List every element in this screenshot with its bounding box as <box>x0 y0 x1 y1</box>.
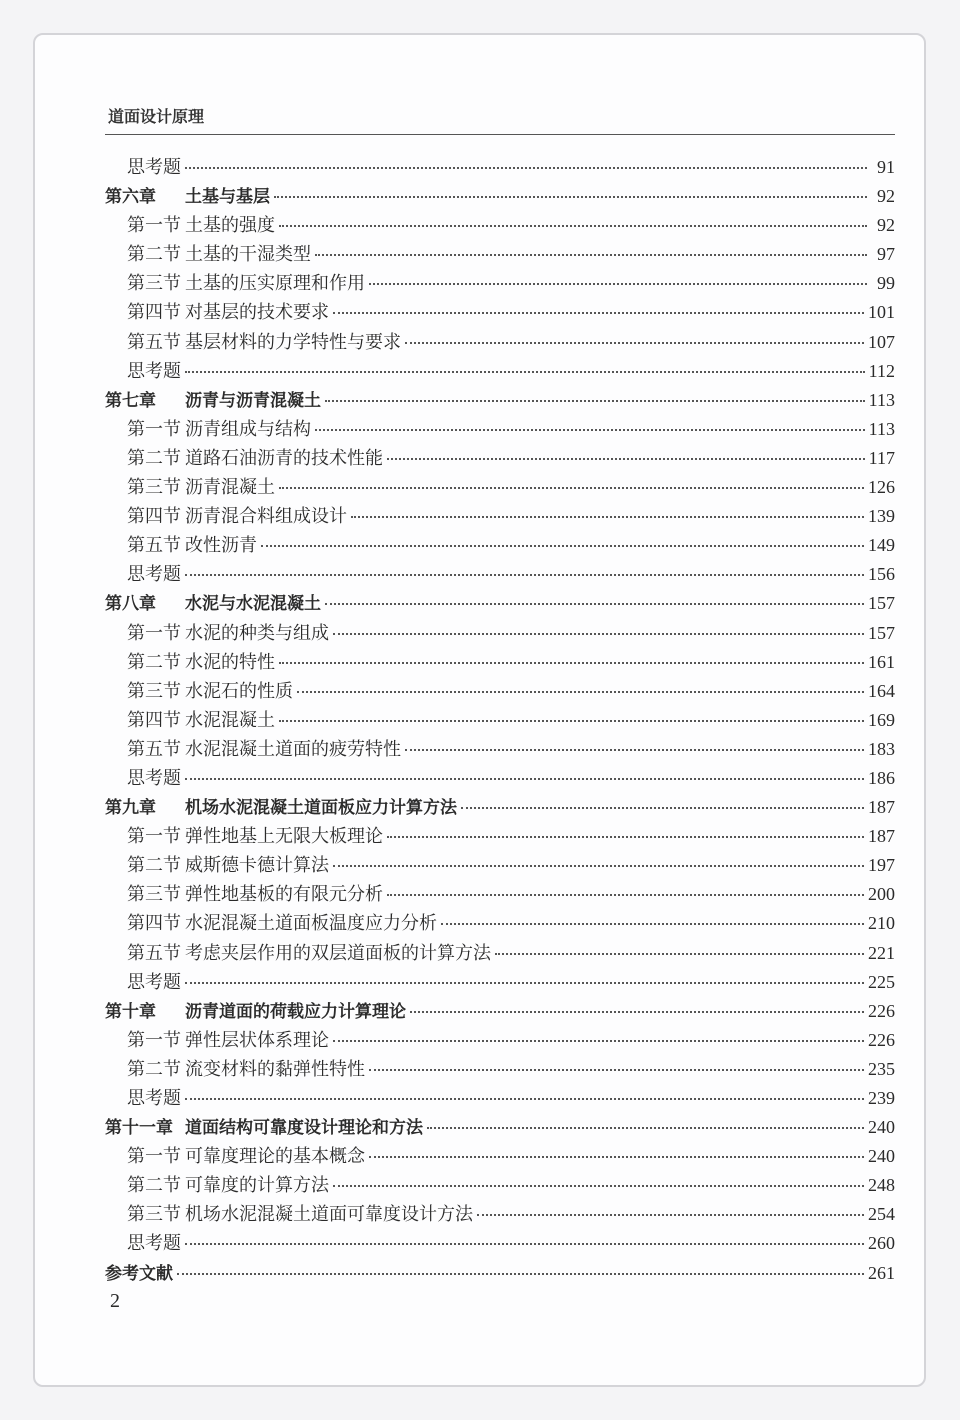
toc-entry-title: 威斯德卡德计算法 <box>185 855 329 877</box>
toc-entry-title: 道路石油沥青的技术性能 <box>185 447 383 469</box>
toc-entry-title: 沥青与沥青混凝土 <box>185 390 321 411</box>
toc-entry-title: 流变材料的黏弹性特性 <box>185 1058 365 1080</box>
toc-entry-title: 机场水泥混凝土道面板应力计算方法 <box>185 798 457 819</box>
toc-entry-q <box>105 764 895 793</box>
dot-leader <box>369 1069 864 1071</box>
dot-leader <box>410 1011 864 1013</box>
toc-entry-section <box>105 444 895 473</box>
toc-entry-page: 197 <box>868 855 895 876</box>
toc-entry-title: 土基与基层 <box>185 187 270 208</box>
toc-entry-page: 226 <box>868 1029 895 1050</box>
dot-leader <box>333 1185 864 1187</box>
toc-entry-section <box>105 531 895 560</box>
toc-entry-page: 240 <box>868 1146 895 1167</box>
dot-leader <box>369 283 867 285</box>
toc-entry-section <box>105 328 895 357</box>
toc-entry-section <box>105 648 895 677</box>
toc-entry-page: 157 <box>868 622 895 643</box>
dot-leader <box>405 342 864 344</box>
toc-entry-section <box>105 211 895 240</box>
toc-entry-page: 126 <box>868 477 895 498</box>
toc-entry-number: 第四节 <box>127 913 181 935</box>
toc-entry-page: 210 <box>868 913 895 934</box>
toc-entry-title: 水泥混凝土 <box>185 709 275 731</box>
toc-entry-number: 第三节 <box>127 1204 181 1226</box>
dot-leader <box>333 633 864 635</box>
dot-leader <box>477 1214 864 1216</box>
toc-entry-page: 156 <box>868 564 895 585</box>
dot-leader <box>333 865 864 867</box>
toc-entry-number: 第五节 <box>127 535 181 557</box>
toc-entry-number: 第四节 <box>127 709 181 731</box>
page-number: 2 <box>110 1290 120 1312</box>
toc-entry-page: 200 <box>868 884 895 905</box>
toc-entry-page: 248 <box>868 1175 895 1196</box>
dot-leader <box>387 894 864 896</box>
toc-entry-section <box>105 1200 895 1229</box>
toc-entry-number: 第一节 <box>127 215 181 237</box>
dot-leader <box>333 1040 864 1042</box>
toc-entry-page: 99 <box>877 273 895 294</box>
toc-entry-number: 第二节 <box>127 1058 181 1080</box>
dot-leader <box>387 458 865 460</box>
dot-leader <box>185 1243 864 1245</box>
dot-leader <box>185 982 864 984</box>
toc-entry-title: 思考题 <box>127 767 181 789</box>
toc-entry-chapter <box>105 793 895 822</box>
dot-leader <box>279 225 867 227</box>
toc-entry-number: 第八章 <box>105 594 156 615</box>
toc-entry-page: 225 <box>868 971 895 992</box>
header-rule <box>105 134 895 135</box>
toc-entry-q <box>105 560 895 589</box>
toc-entry-number: 第一节 <box>127 1146 181 1168</box>
toc-entry-chapter <box>105 997 895 1026</box>
toc-entry-number: 第一节 <box>127 826 181 848</box>
toc-entry-q <box>105 968 895 997</box>
toc-entry-title: 道面结构可靠度设计理论和方法 <box>185 1118 423 1139</box>
toc-entry-title: 对基层的技术要求 <box>185 302 329 324</box>
toc-entry-number: 第三节 <box>127 477 181 499</box>
toc-entry-page: 97 <box>877 244 895 265</box>
dot-leader <box>351 516 864 518</box>
toc-entry-number: 第一节 <box>127 418 181 440</box>
toc-entry-page: 113 <box>868 418 895 439</box>
toc-entry-q <box>105 357 895 386</box>
toc-entry-page: 161 <box>868 651 895 672</box>
toc-entry-title: 水泥石的性质 <box>185 680 293 702</box>
toc-entry-title: 改性沥青 <box>185 535 257 557</box>
dot-leader <box>369 1156 864 1158</box>
toc-entry-title: 水泥与水泥混凝土 <box>185 594 321 615</box>
toc-entry-number: 第六章 <box>105 187 156 208</box>
toc-entry-title: 可靠度理论的基本概念 <box>185 1146 365 1168</box>
toc-entry-number: 第二节 <box>127 244 181 266</box>
toc-entry-page: 157 <box>868 593 895 614</box>
toc-entry-page: 112 <box>868 360 895 381</box>
toc-entry-page: 186 <box>868 767 895 788</box>
toc-entry-page: 261 <box>868 1262 895 1283</box>
dot-leader <box>185 574 864 576</box>
toc-entry-section <box>105 298 895 327</box>
toc-entry-number: 第五节 <box>127 738 181 760</box>
toc-entry-title: 思考题 <box>127 157 181 178</box>
toc-entry-page: 92 <box>877 215 895 236</box>
toc-entry-title: 弹性地基板的有限元分析 <box>185 884 383 906</box>
toc-entry-number: 第一节 <box>127 1029 181 1051</box>
toc-entry-title: 土基的强度 <box>185 215 275 237</box>
toc-entry-title: 土基的压实原理和作用 <box>185 273 365 295</box>
dot-leader <box>185 167 867 169</box>
toc-entry-page: 149 <box>868 535 895 556</box>
toc-entry-title: 水泥混凝土道面板温度应力分析 <box>185 913 437 935</box>
toc-entry-page: 235 <box>868 1058 895 1079</box>
table-of-contents <box>105 153 895 1288</box>
dot-leader <box>297 691 864 693</box>
toc-entry-section <box>105 677 895 706</box>
dot-leader <box>333 312 864 314</box>
toc-entry-page: 164 <box>868 680 895 701</box>
toc-entry-number: 第二节 <box>127 1175 181 1197</box>
running-head: 道面设计原理 <box>108 107 205 126</box>
toc-entry-number: 第五节 <box>127 331 181 353</box>
toc-entry-title: 土基的干湿类型 <box>185 244 311 266</box>
toc-entry-number: 第三节 <box>127 884 181 906</box>
toc-entry-page: 240 <box>868 1117 895 1138</box>
toc-entry-number: 第二节 <box>127 651 181 673</box>
dot-leader <box>279 487 864 489</box>
dot-leader <box>261 545 864 547</box>
toc-entry-title: 水泥的种类与组成 <box>185 622 329 644</box>
toc-entry-page: 221 <box>868 942 895 963</box>
toc-entry-section <box>105 706 895 735</box>
toc-entry-number: 第四节 <box>127 506 181 528</box>
dot-leader <box>177 1273 864 1275</box>
toc-entry-section <box>105 415 895 444</box>
toc-entry-section <box>105 735 895 764</box>
toc-entry-title: 考虑夹层作用的双层道面板的计算方法 <box>185 942 491 964</box>
toc-entry-section <box>105 822 895 851</box>
toc-entry-section <box>105 619 895 648</box>
toc-entry-page: 107 <box>868 331 895 352</box>
dot-leader <box>441 923 864 925</box>
toc-entry-title: 思考题 <box>127 971 181 993</box>
toc-entry-page: 113 <box>868 389 895 410</box>
toc-entry-section <box>105 851 895 880</box>
toc-entry-number: 第五节 <box>127 942 181 964</box>
dot-leader <box>495 953 864 955</box>
toc-entry-section <box>105 909 895 938</box>
dot-leader <box>427 1127 864 1129</box>
toc-entry-page: 226 <box>868 1000 895 1021</box>
toc-entry-title: 机场水泥混凝土道面可靠度设计方法 <box>185 1204 473 1226</box>
dot-leader <box>185 371 865 373</box>
dot-leader <box>185 1098 864 1100</box>
toc-entry-number: 第三节 <box>127 680 181 702</box>
toc-entry-title: 思考题 <box>127 564 181 586</box>
toc-entry-title: 弹性层状体系理论 <box>185 1029 329 1051</box>
toc-entry-number: 第一节 <box>127 622 181 644</box>
toc-entry-section <box>105 269 895 298</box>
toc-entry-title: 思考题 <box>127 1088 181 1109</box>
toc-entry-number: 第七章 <box>105 390 156 411</box>
toc-entry-number: 第十一章 <box>105 1118 173 1139</box>
toc-entry-page: 139 <box>868 506 895 527</box>
toc-entry-page: 91 <box>877 157 895 177</box>
dot-leader <box>274 196 867 198</box>
toc-entry-title: 水泥的特性 <box>185 651 275 673</box>
dot-leader <box>279 720 864 722</box>
toc-entry-page: 101 <box>868 302 895 323</box>
toc-entry-section <box>105 1171 895 1200</box>
toc-entry-title: 可靠度的计算方法 <box>185 1175 329 1197</box>
dot-leader <box>387 836 864 838</box>
toc-entry-number: 第十章 <box>105 1001 156 1022</box>
toc-entry-number: 第二节 <box>127 447 181 469</box>
toc-entry-title: 沥青组成与结构 <box>185 418 311 440</box>
dot-leader <box>405 749 864 751</box>
toc-entry-title: 弹性地基上无限大板理论 <box>185 826 383 848</box>
toc-entry-page: 92 <box>877 186 895 207</box>
dot-leader <box>325 603 864 605</box>
dot-leader <box>315 254 867 256</box>
toc-entry-number: 第四节 <box>127 302 181 324</box>
toc-entry-chapter <box>105 182 895 211</box>
toc-entry-page: 254 <box>868 1204 895 1225</box>
toc-entry-title: 参考文献 <box>105 1263 173 1284</box>
toc-entry-q <box>105 153 895 182</box>
toc-entry-page: 187 <box>868 826 895 847</box>
toc-entry-ref <box>105 1259 895 1288</box>
toc-entry-section <box>105 502 895 531</box>
dot-leader <box>461 807 864 809</box>
toc-entry-section <box>105 1026 895 1055</box>
toc-entry-page: 117 <box>868 447 895 468</box>
dot-leader <box>279 662 864 664</box>
toc-entry-title: 沥青混凝土 <box>185 477 275 499</box>
toc-entry-section <box>105 939 895 968</box>
toc-entry-section <box>105 240 895 269</box>
toc-entry-section <box>105 1142 895 1171</box>
toc-entry-title: 沥青道面的荷载应力计算理论 <box>185 1001 406 1022</box>
toc-entry-number: 第三节 <box>127 273 181 295</box>
toc-entry-q <box>105 1084 895 1113</box>
toc-entry-page: 169 <box>868 709 895 730</box>
toc-entry-page: 183 <box>868 738 895 759</box>
toc-entry-title: 沥青混合料组成设计 <box>185 506 347 528</box>
toc-entry-chapter <box>105 1113 895 1142</box>
toc-entry-q <box>105 1229 895 1258</box>
toc-entry-page: 187 <box>868 797 895 818</box>
toc-entry-number: 第九章 <box>105 798 156 819</box>
toc-entry-chapter <box>105 589 895 618</box>
dot-leader <box>315 429 865 431</box>
toc-entry-title: 基层材料的力学特性与要求 <box>185 331 401 353</box>
toc-entry-title: 思考题 <box>127 360 181 382</box>
toc-entry-page: 239 <box>868 1088 895 1108</box>
toc-entry-section <box>105 880 895 909</box>
toc-entry-title: 思考题 <box>127 1233 181 1255</box>
toc-entry-chapter <box>105 386 895 415</box>
toc-entry-number: 第二节 <box>127 855 181 877</box>
dot-leader <box>185 778 864 780</box>
toc-entry-page: 260 <box>868 1233 895 1254</box>
toc-entry-title: 水泥混凝土道面的疲劳特性 <box>185 738 401 760</box>
toc-entry-section <box>105 1055 895 1084</box>
dot-leader <box>325 400 865 402</box>
toc-entry-section <box>105 473 895 502</box>
